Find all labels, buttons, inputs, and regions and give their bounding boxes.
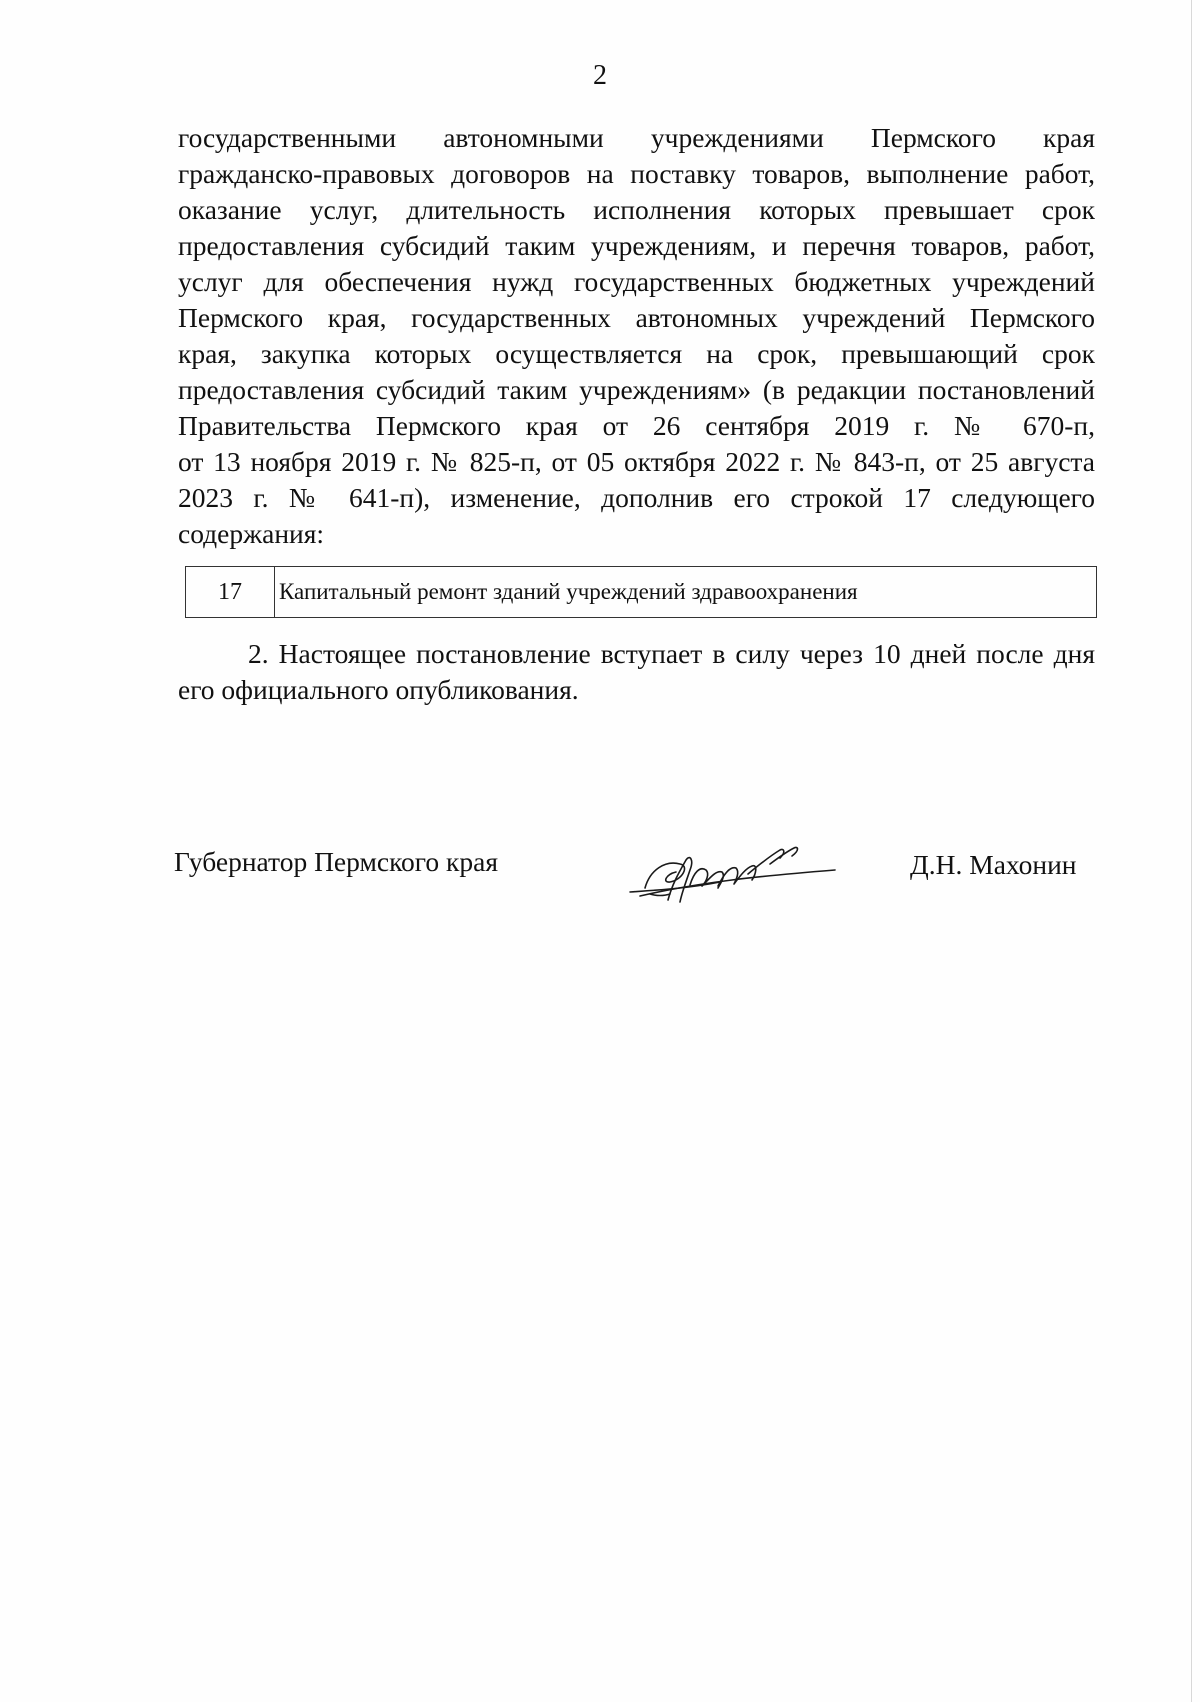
paragraph-line: от 13 ноября 2019 г. № 825-п, от 05 октября 2022 г. № 843-п, от 25 августа <box>178 446 1095 477</box>
table-cell-number: 17 <box>186 567 275 618</box>
scan-edge <box>1191 0 1192 1702</box>
paragraph-line: края, закупка которых осуществляется на срок, превышающий срок <box>178 338 1095 369</box>
handwritten-signature <box>620 830 840 910</box>
table-row <box>186 567 1097 618</box>
paragraph-line: 2023 г. № 641-п), изменение, дополнив его строкой 17 следующего <box>178 482 1095 513</box>
paragraph-line: государственными автономными учреждениями Пермского края <box>178 122 1095 153</box>
paragraph-line: Правительства Пермского края от 26 сентября 2019 г. № 670-п, <box>178 410 1095 441</box>
signatory-name: Д.Н. Махонин <box>910 849 1077 880</box>
page-number: 2 <box>593 60 607 91</box>
body-paragraph <box>178 120 1095 552</box>
clause-line: 2. Настоящее постановление вступает в силу через 10 дней после дня <box>248 638 1095 669</box>
table-cell-text: Капитальный ремонт зданий учреждений здравоохранения <box>275 567 1097 618</box>
paragraph-line: содержания: <box>178 518 325 549</box>
clause-line: его официального опубликования. <box>178 674 579 705</box>
paragraph-line: услуг для обеспечения нужд государственных бюджетных учреждений <box>178 266 1095 297</box>
paragraph-line: оказание услуг, длительность исполнения которых превышает срок <box>178 194 1095 225</box>
signatory-position: Губернатор Пермского края <box>174 846 498 877</box>
paragraph-line: предоставления субсидий таким учреждениям» (в редакции постановлений <box>178 374 1095 405</box>
paragraph-line: предоставления субсидий таким учреждениям, и перечня товаров, работ, <box>178 230 1095 261</box>
paragraph-line: Пермского края, государственных автономных учреждений Пермского <box>178 302 1095 333</box>
clause-2 <box>178 636 1095 708</box>
amendment-table <box>185 566 1097 618</box>
paragraph-line: гражданско-правовых договоров на поставку товаров, выполнение работ, <box>178 158 1095 189</box>
